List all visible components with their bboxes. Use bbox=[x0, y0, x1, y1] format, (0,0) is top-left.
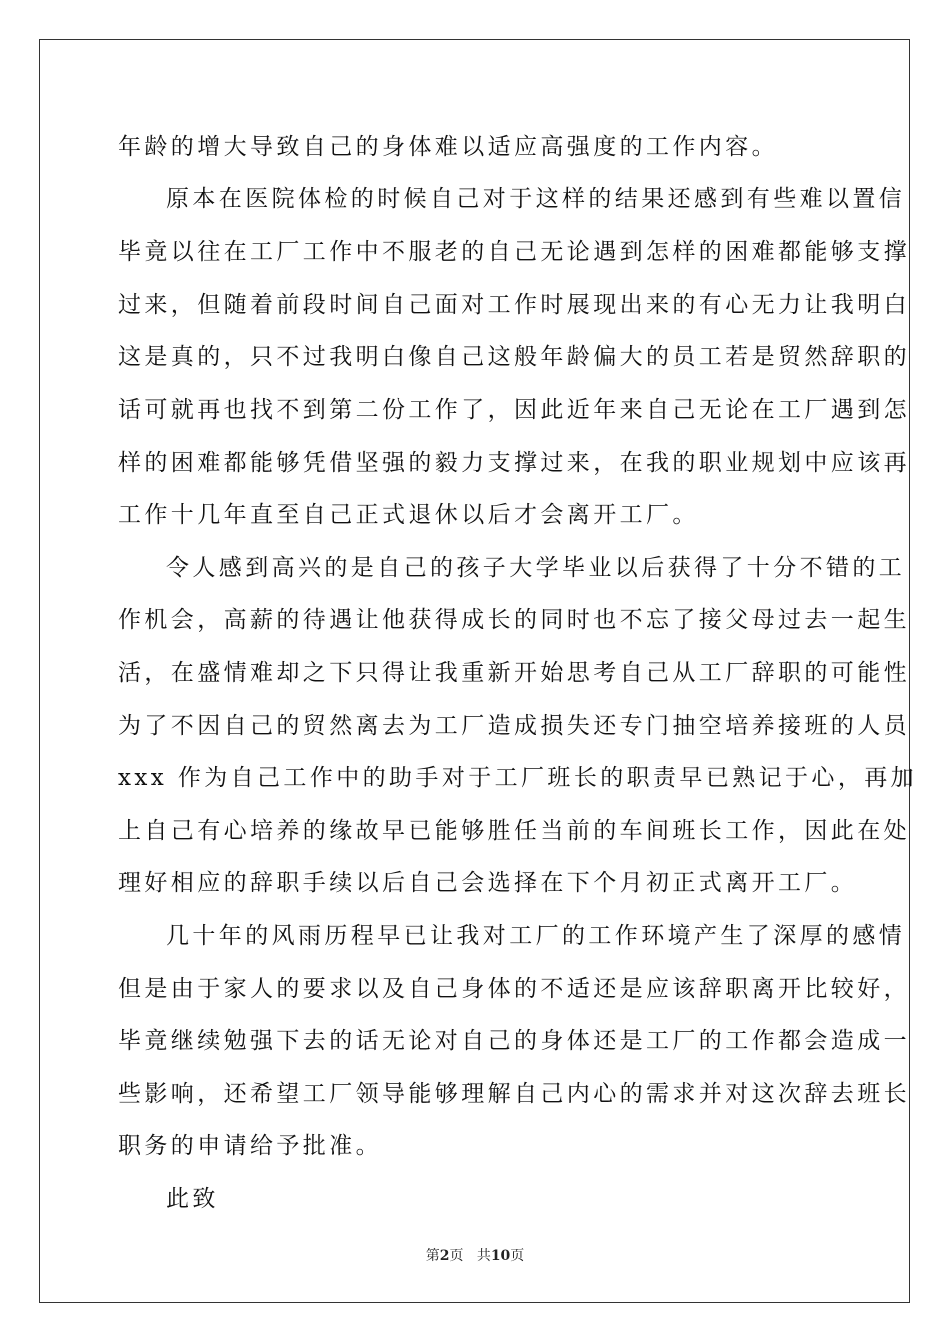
body-line-14: 上自己有心培养的缘故早已能够胜任当前的车间班长工作，因此在处 bbox=[118, 818, 910, 844]
footer-total-suffix: 页 bbox=[510, 1248, 525, 1264]
body-line-10: 作机会，高薪的待遇让他获得成长的同时也不忘了接父母过去一起生 bbox=[118, 607, 910, 633]
body-line-8: 工作十几年直至自己正式退休以后才会离开工厂。 bbox=[118, 502, 699, 528]
footer-page-number: 2 bbox=[439, 1248, 450, 1264]
body-line-17: 但是由于家人的要求以及自己身体的不适还是应该辞职离开比较好， bbox=[118, 976, 910, 1002]
body-line-9: 令人感到高兴的是自己的孩子大学毕业以后获得了十分不错的工 bbox=[166, 555, 906, 581]
body-line-12: 为了不因自己的贸然离去为工厂造成损失还专门抽空培养接班的人员 bbox=[118, 713, 910, 739]
footer-prefix: 第 bbox=[425, 1248, 440, 1264]
body-line-20: 职务的申请给予批准。 bbox=[118, 1133, 382, 1159]
closing-salutation: 此致 bbox=[166, 1186, 219, 1212]
footer-page-suffix: 页 bbox=[449, 1248, 464, 1264]
page-footer bbox=[0, 1245, 950, 1265]
body-line-6: 话可就再也找不到第二份工作了，因此近年来自己无论在工厂遇到怎 bbox=[118, 397, 910, 423]
body-line-1: 年龄的增大导致自己的身体难以适应高强度的工作内容。 bbox=[118, 134, 778, 160]
body-line-4: 过来，但随着前段时间自己面对工作时展现出来的有心无力让我明白 bbox=[118, 292, 910, 318]
body-line-11: 活，在盛情难却之下只得让我重新开始思考自己从工厂辞职的可能性 bbox=[118, 660, 910, 686]
body-line-5: 这是真的，只不过我明白像自己这般年龄偏大的员工若是贸然辞职的 bbox=[118, 344, 910, 370]
body-line-19: 些影响，还希望工厂领导能够理解自己内心的需求并对这次辞去班长 bbox=[118, 1081, 910, 1107]
footer-total-pages: 10 bbox=[490, 1248, 511, 1264]
body-line-16: 几十年的风雨历程早已让我对工厂的工作环境产生了深厚的感情 bbox=[166, 923, 906, 949]
body-line-13: xxx 作为自己工作中的助手对于工厂班长的职责早已熟记于心，再加 bbox=[118, 765, 918, 791]
footer-total-prefix: 共 bbox=[476, 1248, 491, 1264]
body-line-7: 样的困难都能够凭借坚强的毅力支撑过来，在我的职业规划中应该再 bbox=[118, 450, 910, 476]
body-line-3: 毕竟以往在工厂工作中不服老的自己无论遇到怎样的困难都能够支撑 bbox=[118, 239, 910, 265]
body-line-18: 毕竟继续勉强下去的话无论对自己的身体还是工厂的工作都会造成一 bbox=[118, 1028, 910, 1054]
body-line-2: 原本在医院体检的时候自己对于这样的结果还感到有些难以置信 bbox=[166, 186, 906, 212]
body-line-15: 理好相应的辞职手续以后自己会选择在下个月初正式离开工厂。 bbox=[118, 870, 858, 896]
